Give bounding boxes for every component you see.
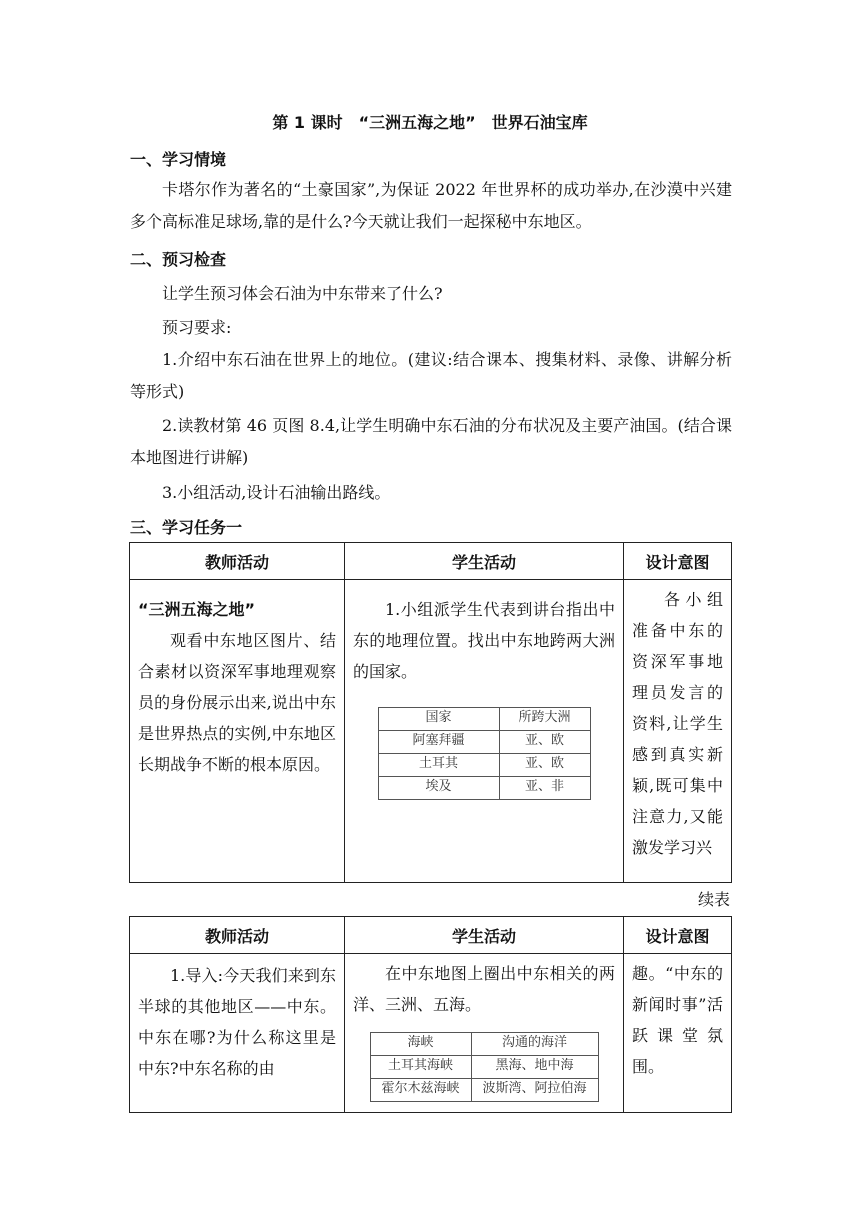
mini-cell: 所跨大洲: [499, 708, 590, 731]
table-header-row: [130, 917, 732, 954]
mini-cell: 土耳其海峡: [370, 1056, 471, 1079]
intent-text: 趣。“中东的新闻时事”活跃课堂氛围。: [632, 964, 723, 1076]
header-intent: 设计意图: [624, 543, 732, 580]
mini-cell: 海峡: [370, 1033, 471, 1056]
table-row: [130, 954, 732, 1113]
teacher-topic-title: “三洲五海之地”: [138, 600, 256, 619]
preview-requirements-label: 预习要求:: [162, 318, 232, 337]
mini-cell: 亚、非: [499, 777, 590, 800]
continued-table: [129, 916, 732, 1113]
header-student: 学生活动: [345, 543, 624, 580]
section-heading-2: 二、预习检查: [130, 250, 227, 269]
student-cell: [345, 580, 624, 883]
teacher-activity-text: 1.导入:今天我们来到东半球的其他地区——中东。中东在哪?为什么称这里是中东?中东名称的由: [138, 966, 336, 1078]
preview-item-2: 2.读教材第 46 页图 8.4,让学生明确中东石油的分布状况及主要产油国。(结合课本地图进行讲解): [130, 416, 732, 467]
table-row: [130, 580, 732, 883]
mini-cell: 土耳其: [378, 754, 499, 777]
mini-cell: 国家: [378, 708, 499, 731]
lesson-title: 第 1 课时 “三洲五海之地” 世界石油宝库: [272, 113, 588, 132]
strait-ocean-table: [370, 1032, 599, 1102]
header-teacher: 教师活动: [130, 917, 345, 954]
table-header-row: [130, 543, 732, 580]
mini-cell: 阿塞拜疆: [378, 731, 499, 754]
preview-item-1: 1.介绍中东石油在世界上的地位。(建议:结合课本、搜集材料、录像、讲解分析等形式): [130, 350, 732, 401]
preview-question: 让学生预习体会石油为中东带来了什么?: [162, 284, 443, 303]
section-heading-1: 一、学习情境: [130, 150, 227, 169]
section-1-text: 卡塔尔作为著名的“土豪国家”,为保证 2022 年世界杯的成功举办,在沙漠中兴建多个高标准足球场,靠的是什么?今天就让我们一起探秘中东地区。: [130, 180, 732, 231]
student-cell: [345, 954, 624, 1113]
header-student: 学生活动: [345, 917, 624, 954]
continent-countries-table: [378, 707, 591, 800]
intent-cell: [624, 580, 732, 883]
mini-cell: 波斯湾、阿拉伯海: [471, 1079, 598, 1102]
continued-label: 续表: [697, 890, 730, 909]
teacher-cell: [130, 580, 345, 883]
header-teacher: 教师活动: [130, 543, 345, 580]
header-intent: 设计意图: [624, 917, 732, 954]
student-activity-text: 在中东地图上圈出中东相关的两洋、三洲、五海。: [353, 964, 615, 1014]
mini-cell: 亚、欧: [499, 731, 590, 754]
task-table: [129, 542, 732, 883]
intent-cell: [624, 954, 732, 1113]
intent-text: 各小组准备中东的资深军事地理员发言的资料,让学生感到真实新颖,既可集中注意力,又能激发学习兴: [632, 590, 723, 857]
section-heading-3: 三、学习任务一: [130, 518, 243, 537]
mini-cell: 黑海、地中海: [471, 1056, 598, 1079]
mini-cell: 埃及: [378, 777, 499, 800]
mini-cell: 沟通的海洋: [471, 1033, 598, 1056]
preview-item-3: 3.小组活动,设计石油输出路线。: [162, 483, 391, 502]
mini-cell: 霍尔木兹海峡: [370, 1079, 471, 1102]
teacher-cell: [130, 954, 345, 1113]
student-activity-text: 1.小组派学生代表到讲台指出中东的地理位置。找出中东地跨两大洲的国家。: [353, 600, 615, 681]
teacher-activity-text: 观看中东地区图片、结合素材以资深军事地理观察员的身份展示出来,说出中东是世界热点的实例,中东地区长期战争不断的根本原因。: [138, 631, 336, 774]
mini-cell: 亚、欧: [499, 754, 590, 777]
